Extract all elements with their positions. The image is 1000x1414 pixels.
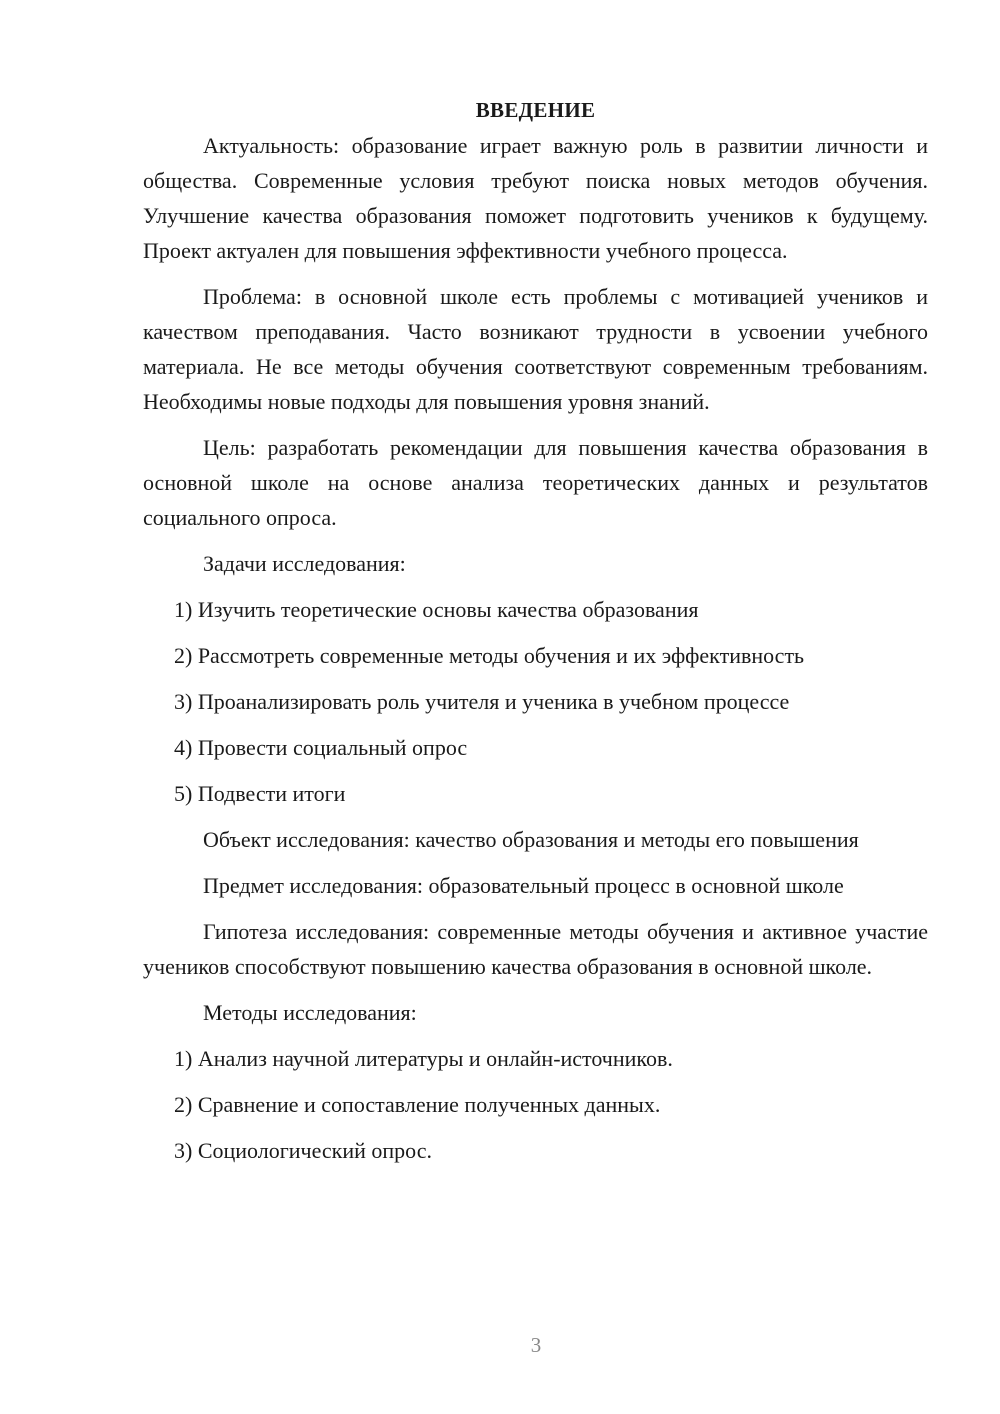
goal-paragraph: Цель: разработать рекомендации для повышения качества образования в основной школе на основе анализа теоретических данных и результатов социального опроса. xyxy=(143,435,928,530)
object-paragraph: Объект исследования: качество образования и методы его повышения xyxy=(203,827,859,852)
problem-paragraph: Проблема: в основной школе есть проблемы с мотивацией учеников и качеством преподавания. Часто возникают трудности в усвоении учебного материала. Не все методы обучения соответствуют современным требованиям. Необходимы новые подходы для повышения уровня знаний. xyxy=(143,284,928,414)
page-content xyxy=(143,93,928,1179)
method-item-3: 3) Социологический опрос. xyxy=(174,1138,432,1163)
task-item-3: 3) Проанализировать роль учителя и ученика в учебном процессе xyxy=(174,689,790,714)
tasks-heading: Задачи исследования: xyxy=(203,551,406,576)
task-item-2: 2) Рассмотреть современные методы обучения и их эффективность xyxy=(174,643,805,668)
relevance-paragraph: Актуальность: образование играет важную роль в развитии личности и общества. Современные условия требуют поиска новых методов обучения. Улучшение качества образования поможет подготовить учеников к будущему. Проект актуален для повышения эффективности учебного процесса. xyxy=(143,133,928,263)
hypothesis-paragraph: Гипотеза исследования: современные методы обучения и активное участие учеников способствуют повышению качества образования в основной школе. xyxy=(143,919,928,979)
task-item-1: 1) Изучить теоретические основы качества образования xyxy=(174,597,699,622)
task-item-4: 4) Провести социальный опрос xyxy=(174,735,468,760)
subject-paragraph: Предмет исследования: образовательный процесс в основной школе xyxy=(203,873,844,898)
section-title: ВВЕДЕНИЕ xyxy=(475,98,596,122)
page-number: 3 xyxy=(530,1333,542,1357)
method-item-1: 1) Анализ научной литературы и онлайн-источников. xyxy=(174,1046,673,1071)
task-item-5: 5) Подвести итоги xyxy=(174,781,346,806)
methods-heading: Методы исследования: xyxy=(203,1000,417,1025)
method-item-2: 2) Сравнение и сопоставление полученных данных. xyxy=(174,1092,661,1117)
